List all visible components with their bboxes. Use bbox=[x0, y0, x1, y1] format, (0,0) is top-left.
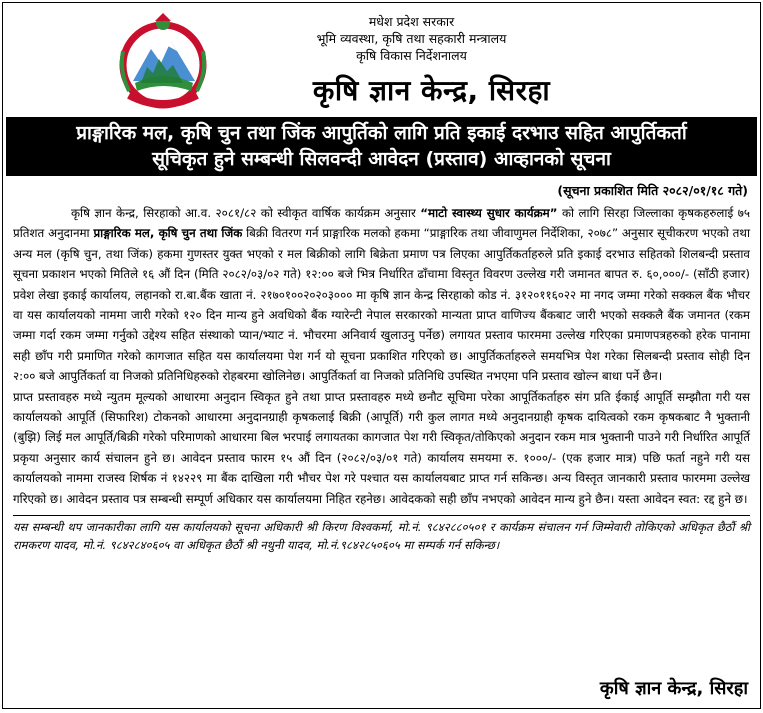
product-names: प्राङ्गारिक मल, कृषि चुन तथा जिंक bbox=[93, 226, 243, 241]
p1-text-a: कृषि ज्ञान केन्द्र, सिरहाको आ.व. २०८१/८२ को स्वीकृत वार्षिक कार्यक्रम अनुसार bbox=[71, 206, 421, 220]
contact-note: यस सम्बन्धी थप जानकारीका लागि यस कार्यालयको सूचना अधिकारी श्री किरण विश्वकर्मा, मो.नं. ९८४२८८०५०१ र कार्यक्रम संचालन गर्न जिम्मेवारी तोकिएको अधिकृत छैठौं श्री रामकरण यादव, मो.नं. ९८४२८४०६०५ वा अधिकृत छैठौं श्री नथुनी यादव, मो.नं.९८४२८५०६०५ मा सम्पर्क गर्न सकिन्छ। bbox=[13, 515, 750, 554]
notice-body bbox=[3, 203, 760, 509]
header-line-3: कृषि विकास निर्देशनालय bbox=[356, 48, 467, 63]
header bbox=[3, 3, 760, 117]
notice-headline bbox=[6, 117, 757, 176]
notice-page bbox=[2, 2, 761, 709]
headline-line-1: प्राङ्गारिक मल, कृषि चुन तथा जिंक आपुर्तिको लागि प्रति इकाई दरभाउ सहित आपुर्तिकर्ता bbox=[76, 122, 687, 144]
program-name: “माटो स्वास्थ्य सुधार कार्यक्रम” bbox=[420, 206, 558, 220]
publish-date: (सूचना प्रकाशित मिति २०८२/०१/१८ गते) bbox=[557, 183, 748, 198]
p1-text-e: बिक्री वितरण गर्न प्राङ्गारिक मलको हकमा “प्राङ्गारिक तथा जीवाणुमल निर्देशिका, २०७८” अनुसार सूचीकरण भएको तथा अन्य मल (कृषि चुन, तथा जिंक) हकमा गुणस्तर युक्त भएको र मल बिक्रीको लागि बिक्रेता प्रमाण पत्र लिएका आपुर्तिकर्ताहरुले प्रति इकाई दरभाउ सहितको शिलबन्दी प्रस्ताव सूचना प्रकाशन भएको मितिले १६ औं दिन (मिति २०८२/०३/०२ गते) १२:०० बजे भित्र निर्धारित ढाँचामा विस्तृत विवरण उल्लेख गरी जमानत बापत रु. ६०,०००/- (साँठी हजार) प्रवेश लेखा इकाई कार्यालय, लहानको रा.बा.बैंक खाता नं. २१७०१००२०२०३००० मा कृषि ज्ञान केन्द्र सिरहाको कोड नं. ३१२०११६०२२ मा नगद जम्मा गरेको सक्कल बैंक भौचर वा यस कार्यालयको नाममा जारी गरेको १२० दिन मान्य हुने अवधिको बैंक ग्यारेन्टी नेपाल सरकारको मान्यता प्राप्त वाणिज्य बैंकबाट जारी भएको सक्कलै बैंक जमानत (रकम जम्मा गर्दा रकम जम्मा गर्नुको उद्देश्य सहित संस्थाको प्यान/भ्याट नं. भौचरमा अनिवार्य खुलाउनु पर्नेछ) लगायत प्रस्ताव फारममा उल्लेख गरिएका प्रमाणपत्रहरुको हरेक पानामा सही छाँप गरी प्रमाणित गरेको कागजात सहित यस कार्यालयमा पेश गर्न यो सूचना प्रकाशित गरिएको छ। आपुर्तिकर्ताहरुले समयभित्र पेश गरेका सिलबन्दी प्रस्ताव सोही दिन २:०० बजे आपुर्तिकर्ता वा निजको प्रतिनिधिहरुको रोहबरमा खोलिनेछ। आपुर्तिकर्ता वा निजको प्रतिनिधि उपस्थित नभएमा पनि प्रस्ताव खोल्न बाधा पर्ने छैन। bbox=[13, 226, 750, 384]
paragraph-1 bbox=[13, 203, 750, 387]
paragraph-2: प्राप्त प्रस्तावहरु मध्ये न्युतम मूल्यको आधारमा अनुदान स्विकृत हुने तथा प्राप्त प्रस्तावहरु मध्ये छनौट सूचिमा परेका आपूर्तिकर्ताहरु संग प्रति ईकाई आपूर्ति सम्झौता गरी यस कार्यालयको आपूर्ति (सिफारिश) टोकनको आधारमा अनुदानग्राही कृषकलाई बिक्री (आपूर्ति) गरी कुल लागत मध्ये अनुदानग्राही कृषक दायित्वको रकम कृषकबाट नै भुक्तानी (बुझि) लिई मल आपूर्ति/बिक्री गरेको परिमाणको आधारमा बिल भरपाई लगायतका कागजात पेश गरी स्विकृत/तोकिएको अनुदान रकम मात्र भुक्तानी पाउने गरी निर्धारित आपूर्ति प्रकृया अनुसार कार्य संचालन हुने छ। आवेदन प्रस्ताव फारम १५ औं दिन (२०८२/०३/०१ गते) कार्यालय समयमा रु. १०००/- (एक हजार मात्र) पछि फर्ता नहुने गरी यस कार्यालयको नाममा राजस्व शिर्षक नं १४२२९ मा बैंक दाखिला गरी भौचर पेश गरे पश्चात यस कार्यालयबाट प्राप्त गर्न सकिन्छ। अन्य विस्तृत जानकारी प्रस्ताव फारममा उल्लेख गरिएको छ। आवेदन प्रस्ताव पत्र सम्बन्धी सम्पूर्ण अधिकार यस कार्यालयमा निहित रहनेछ। आवेदकको सही छाँप नभएको आवेदन मान्य हुने छैन। यस्ता आवेदन स्वत: रद्द हुने छ। bbox=[13, 389, 750, 506]
header-line-2: भूमि व्यवस्था, कृषि तथा सहकारी मन्त्रालय bbox=[316, 31, 507, 46]
headline-line-2: सूचिकृत हुने सम्बन्धी सिलवन्दी आवेदन (प्रस्ताव) आव्हानको सूचना bbox=[152, 148, 611, 170]
office-name: कृषि ज्ञान केन्द्र, सिरहा bbox=[312, 74, 551, 107]
header-line-1: मधेश प्रदेश सरकार bbox=[368, 14, 455, 29]
signature-office: कृषि ज्ञान केन्द्र, सिरहा bbox=[599, 678, 748, 699]
p1-text-c: को लागि सिरहा जिल्लाका कृषकहरुलाई ७५ प्रतिशत अनुदानमा bbox=[13, 206, 750, 241]
